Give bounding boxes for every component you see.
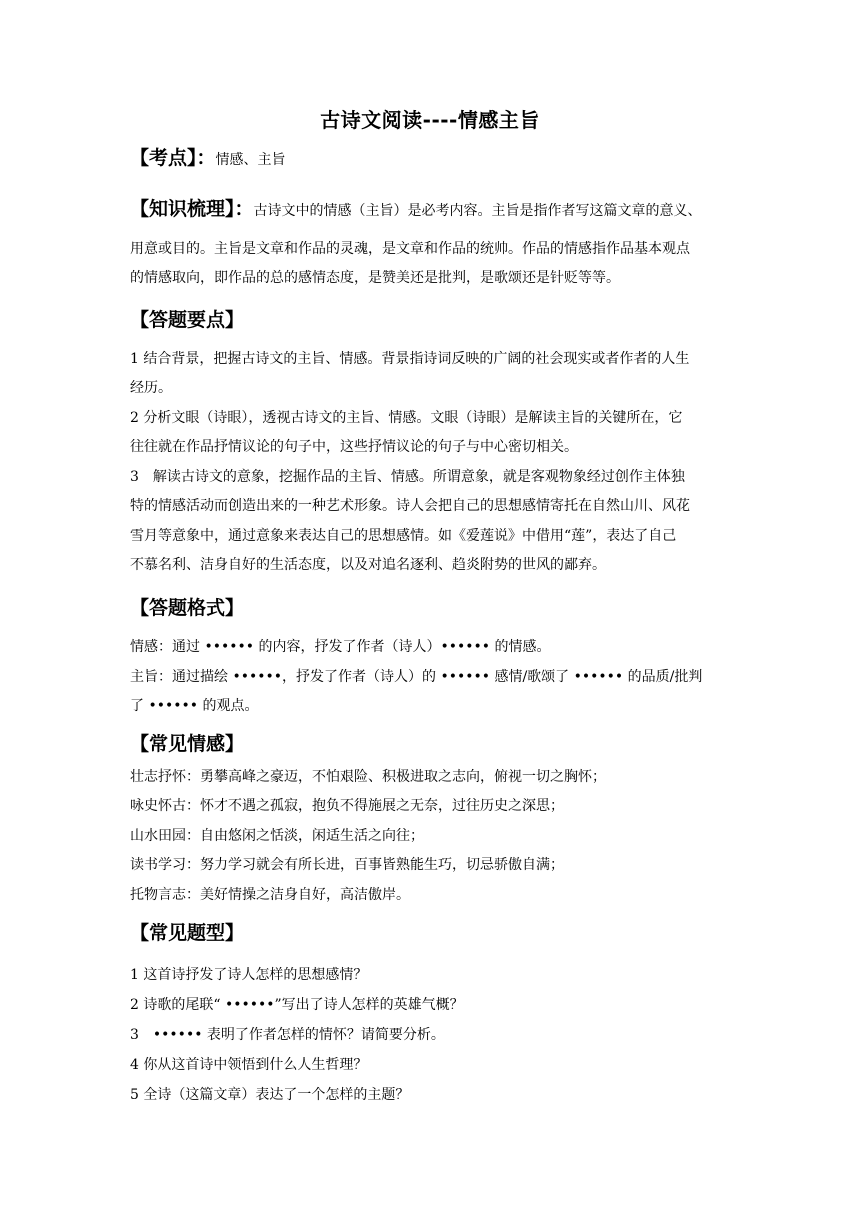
tixing-line: 3 •••••• 表明了作者怎样的情怀？请简要分析。 (130, 1027, 445, 1043)
geshi-line: 主旨：通过描绘 ••••••，抒发了作者（诗人）的 •••••• 感情/歌颂了 •••••• 的品质/批判 (130, 669, 703, 685)
qinggan-heading: 【常见情感】 (130, 733, 245, 755)
geshi-line: 了 •••••• 的观点。 (130, 698, 259, 714)
qinggan-line: 壮志抒怀：勇攀高峰之豪迈，不怕艰险、积极进取之志向，俯视一切之胸怀； (130, 769, 606, 785)
qinggan-line: 山水田园：自由悠闲之恬淡，闲适生活之向往； (130, 828, 424, 844)
yaodian-line: 3 解读古诗文的意象，挖掘作品的主旨、情感。所谓意象，就是客观物象经过创作主体独 (130, 469, 685, 485)
geshi-line: 情感：通过 •••••• 的内容，抒发了作者（诗人）•••••• 的情感。 (130, 639, 551, 655)
tixing-line: 5 全诗（这篇文章）表达了一个怎样的主题？ (130, 1087, 410, 1103)
yaodian-line: 雪月等意象中，通过意象来表达自己的思想感情。如《爱莲说》中借用“莲”，表达了自己 (130, 528, 677, 544)
zhishi-line-1: 古诗文中的情感（主旨）是必考内容。主旨是指作者写这篇文章的意义、 (253, 203, 702, 219)
kaodian-section (130, 143, 286, 170)
qinggan-line: 读书学习：努力学习就会有所长进，百事皆熟能生巧，切忌骄傲自满； (130, 857, 564, 873)
tixing-line: 4 你从这首诗中领悟到什么人生哲理？ (130, 1057, 368, 1073)
yaodian-line: 2 分析文眼（诗眼），透视古诗文的主旨、情感。文眼（诗眼）是解读主旨的关键所在，它 (130, 410, 683, 426)
tixing-heading: 【常见题型】 (130, 922, 245, 944)
page-title: 古诗文阅读----情感主旨 (320, 108, 540, 132)
tixing-line: 2 诗歌的尾联“ ••••••”写出了诗人怎样的英雄气概？ (130, 997, 464, 1013)
geshi-heading: 【答题格式】 (130, 597, 245, 619)
yaodian-line: 往往就在作品抒情议论的句子中，这些抒情议论的句子与中心密切相关。 (130, 439, 578, 455)
zhishi-heading: 【知识梳理】： (130, 198, 254, 220)
zhishi-line-2: 用意或目的。主旨是文章和作品的灵魂，是文章和作品的统帅。作品的情感指作品基本观点 (130, 241, 690, 257)
yaodian-line: 1 结合背景，把握古诗文的主旨、情感。背景指诗词反映的广阔的社会现实或者作者的人生 (130, 351, 690, 367)
zhishi-section (130, 194, 702, 221)
qinggan-line: 托物言志：美好情操之洁身自好，高洁傲岸。 (130, 887, 410, 903)
kaodian-text: 情感、主旨 (215, 152, 286, 168)
tixing-line: 1 这首诗抒发了诗人怎样的思想感情？ (130, 967, 368, 983)
yaodian-line: 不慕名利、洁身自好的生活态度，以及对追名逐利、趋炎附势的世风的鄙弃。 (130, 557, 606, 573)
yaodian-line: 经历。 (130, 380, 172, 396)
kaodian-heading: 【考点】： (130, 147, 216, 169)
qinggan-line: 咏史怀古：怀才不遇之孤寂，抱负不得施展之无奈，过往历史之深思； (130, 798, 564, 814)
yaodian-line: 特的情感活动而创造出来的一种艺术形象。诗人会把自己的思想感情寄托在自然山川、风花 (130, 498, 690, 514)
zhishi-line-3: 的情感取向，即作品的总的感情态度，是赞美还是批判，是歌颂还是针贬等等。 (130, 270, 620, 286)
yaodian-heading: 【答题要点】 (130, 309, 245, 331)
